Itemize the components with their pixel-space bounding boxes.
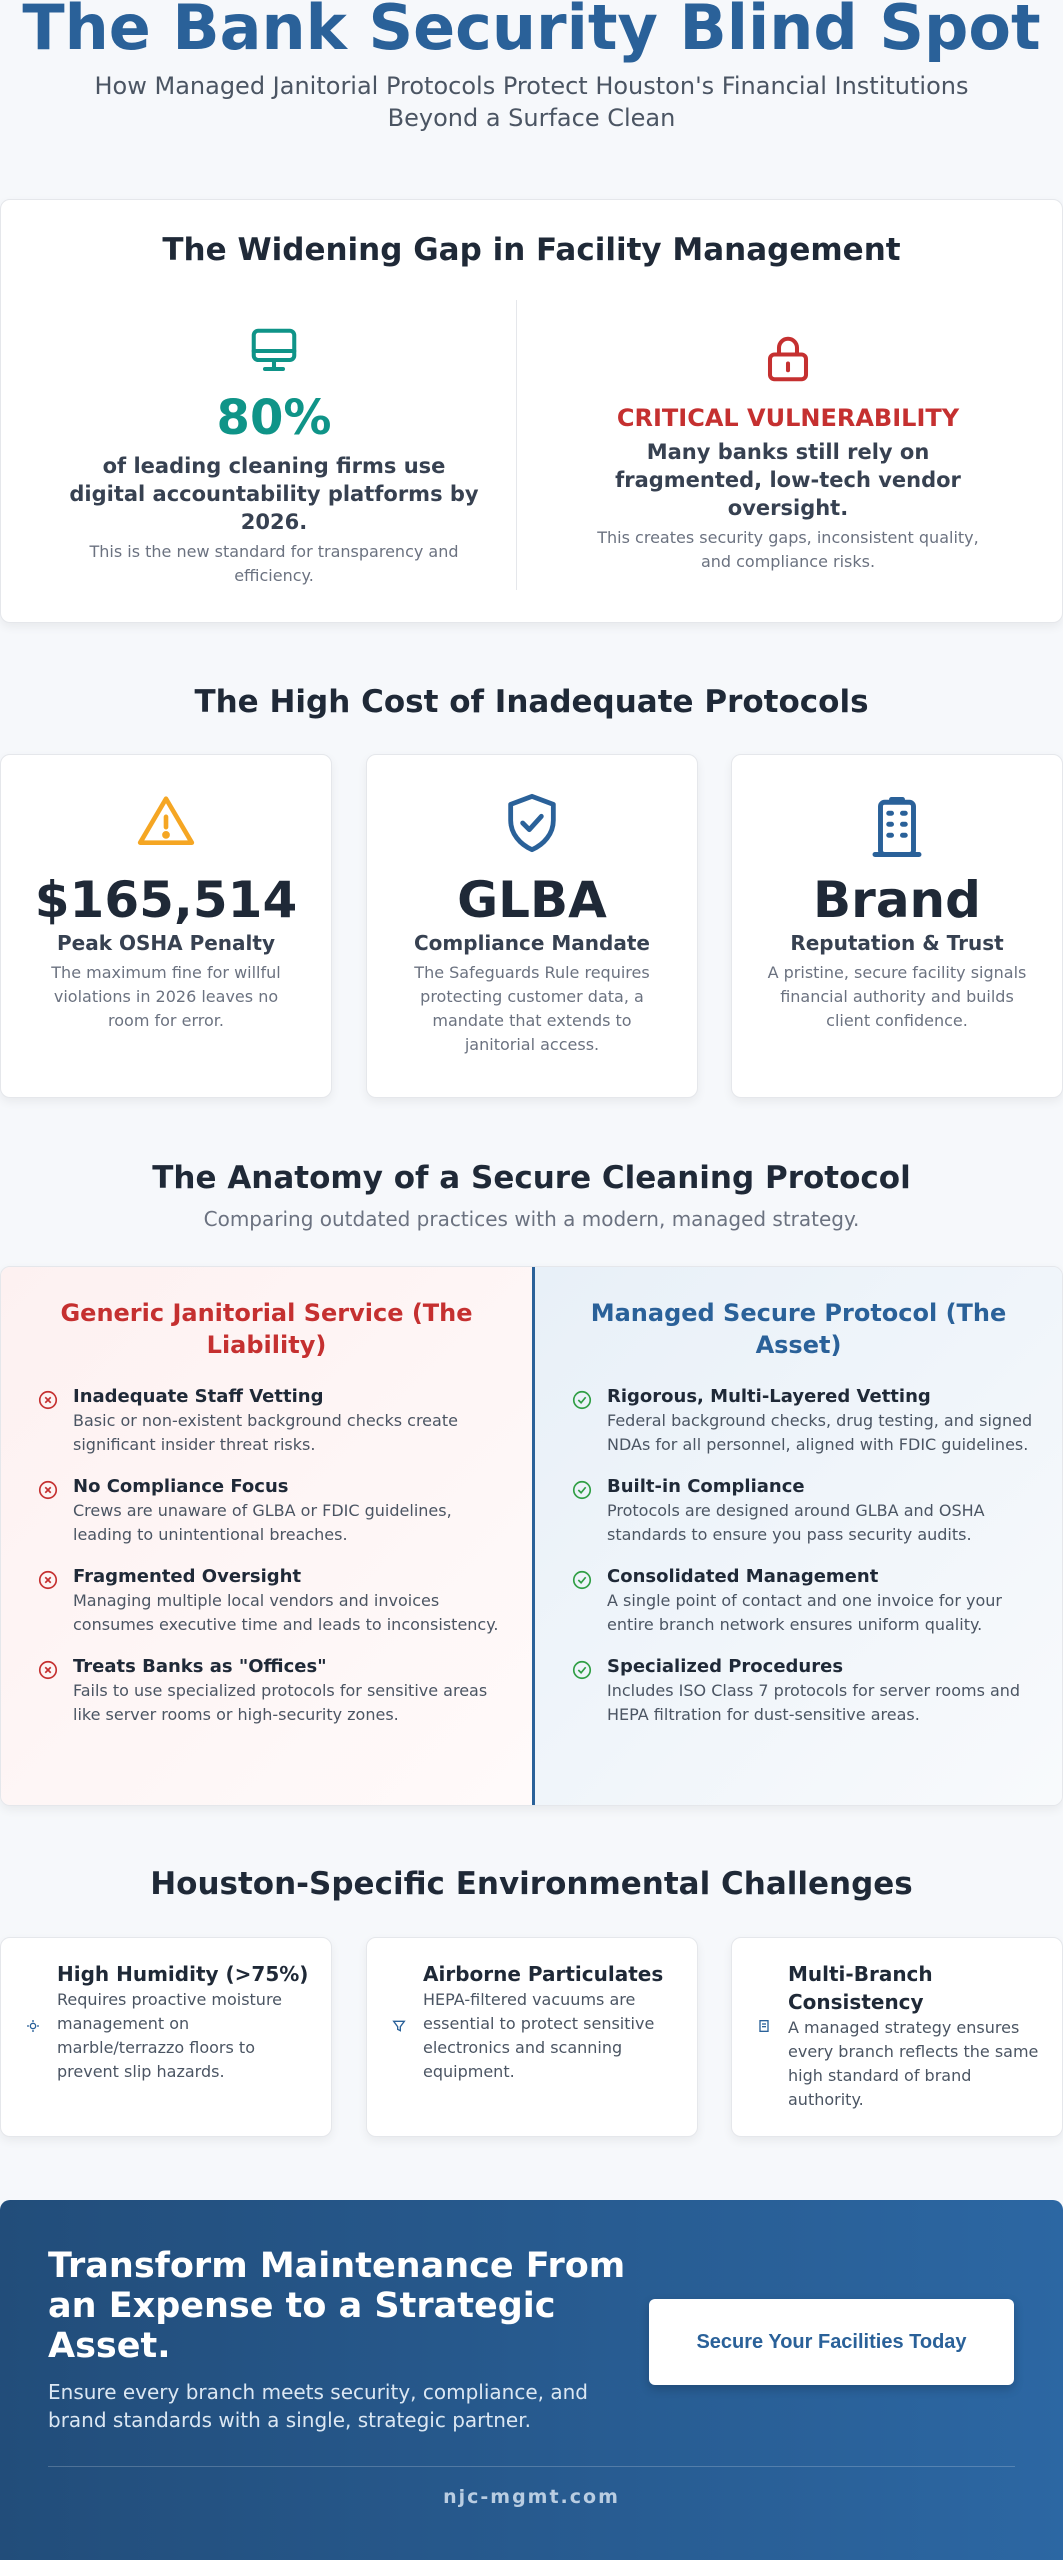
managed-list xyxy=(535,1385,1062,1727)
branch-icon xyxy=(756,2018,772,2034)
list-item xyxy=(571,1565,1047,1637)
page-title: The Bank Security Blind Spot xyxy=(22,0,1041,64)
managed-protocol-column xyxy=(535,1267,1062,1805)
list-item xyxy=(571,1655,1047,1727)
gap-stat-value: 80% xyxy=(216,390,332,446)
item-desc: Federal background checks, drug testing, and signed NDAs for all personnel, aligned with FDIC guidelines. xyxy=(607,1411,1033,1454)
anatomy-section-title: The Anatomy of a Secure Cleaning Protocol xyxy=(152,1160,911,1196)
filter-icon xyxy=(391,2018,407,2034)
vulnerability-note: This creates security gaps, inconsistent quality, and compliance risks. xyxy=(597,528,979,571)
houston-card-desc: HEPA-filtered vacuums are essential to protect sensitive electronics and scanning equipment. xyxy=(423,1990,655,2081)
page-subtitle: How Managed Janitorial Protocols Protect Houston's Financial Institutions Beyond a Surface Clean xyxy=(94,72,969,132)
shield-check-icon xyxy=(367,791,697,861)
item-title: Rigorous, Multi-Layered Vetting xyxy=(607,1386,931,1407)
houston-card-body xyxy=(57,1960,313,2084)
houston-card-particulates xyxy=(366,1937,698,2137)
secure-facilities-button[interactable]: Secure Your Facilities Today xyxy=(649,2299,1014,2385)
item-title: Specialized Procedures xyxy=(607,1656,844,1677)
houston-card-humidity xyxy=(0,1937,332,2137)
generic-list xyxy=(1,1385,532,1727)
x-circle-icon xyxy=(37,1389,59,1411)
item-desc: Protocols are designed around GLBA and OSHA standards to ensure you pass security audits. xyxy=(607,1501,985,1544)
list-item xyxy=(37,1475,513,1547)
cost-label: Peak OSHA Penalty xyxy=(57,931,275,955)
managed-heading: Managed Secure Protocol (The Asset) xyxy=(590,1299,1007,1359)
website-link[interactable]: njc-mgmt.com xyxy=(443,2486,620,2508)
item-desc: Fails to use specialized protocols for sensitive areas like server rooms or high-security zones. xyxy=(73,1681,488,1724)
item-title: Fragmented Oversight xyxy=(73,1566,302,1587)
divider xyxy=(48,2466,1015,2467)
generic-heading: Generic Janitorial Service (The Liability) xyxy=(60,1299,473,1359)
list-item xyxy=(37,1655,513,1727)
item-desc: Includes ISO Class 7 protocols for server rooms and HEPA filtration for dust-sensitive areas. xyxy=(607,1681,1021,1724)
item-desc: Basic or non-existent background checks create significant insider threat risks. xyxy=(73,1411,458,1454)
cost-desc: The maximum fine for willful violations in 2026 leaves no room for error. xyxy=(51,963,281,1030)
check-circle-icon xyxy=(571,1389,593,1411)
list-item xyxy=(571,1475,1047,1547)
gap-stat-column xyxy=(39,300,509,588)
vulnerability-heading: CRITICAL VULNERABILITY xyxy=(616,404,960,432)
building-icon xyxy=(732,791,1062,861)
lock-icon xyxy=(553,332,1023,394)
cost-card-brand xyxy=(731,754,1063,1098)
item-title: Inadequate Staff Vetting xyxy=(73,1386,324,1407)
humidity-icon xyxy=(25,2018,41,2034)
divider xyxy=(516,300,517,590)
list-item xyxy=(37,1385,513,1457)
cost-card-glba xyxy=(366,754,698,1098)
cost-card-osha xyxy=(0,754,332,1098)
check-circle-icon xyxy=(571,1479,593,1501)
monitor-icon xyxy=(39,324,509,386)
item-desc: A single point of contact and one invoice for your entire branch network ensures uniform quality. xyxy=(607,1591,1002,1634)
houston-card-body xyxy=(788,1960,1044,2112)
cost-desc: A pristine, secure facility signals financial authority and builds client confidence. xyxy=(767,963,1027,1030)
cost-desc: The Safeguards Rule requires protecting customer data, a mandate that extends to janitorial access. xyxy=(414,963,650,1054)
item-title: No Compliance Focus xyxy=(73,1476,289,1497)
gap-vulnerability-column xyxy=(553,300,1023,574)
houston-card-consistency xyxy=(731,1937,1063,2137)
gap-stat-note: This is the new standard for transparency and efficiency. xyxy=(89,542,459,585)
anatomy-section-subtitle: Comparing outdated practices with a modern, managed strategy. xyxy=(203,1207,860,1231)
x-circle-icon xyxy=(37,1659,59,1681)
item-desc: Crews are unaware of GLBA or FDIC guidelines, leading to unintentional breaches. xyxy=(73,1501,452,1544)
cost-value: $165,514 xyxy=(34,871,298,929)
hero xyxy=(0,0,1063,134)
houston-card-title: Airborne Particulates xyxy=(423,1962,664,1986)
houston-card-title: High Humidity (>75%) xyxy=(57,1962,309,1986)
list-item xyxy=(37,1565,513,1637)
item-title: Consolidated Management xyxy=(607,1566,879,1587)
cost-section-title: The High Cost of Inadequate Protocols xyxy=(194,684,869,720)
item-desc: Managing multiple local vendors and invoices consumes executive time and leads to inconsistency. xyxy=(73,1591,499,1634)
cost-value: Brand xyxy=(813,871,981,929)
gap-title: The Widening Gap in Facility Management xyxy=(162,232,901,268)
houston-card-desc: A managed strategy ensures every branch reflects the same high standard of brand authority. xyxy=(788,2018,1039,2109)
cta-subtitle: Ensure every branch meets security, compliance, and brand standards with a single, strategic partner. xyxy=(48,2380,588,2432)
x-circle-icon xyxy=(37,1479,59,1501)
item-title: Treats Banks as "Offices" xyxy=(73,1656,327,1677)
generic-service-column xyxy=(1,1267,532,1805)
gap-stat-desc: of leading cleaning firms use digital accountability platforms by 2026. xyxy=(69,454,479,534)
gap-card xyxy=(0,199,1063,623)
houston-card-body xyxy=(423,1960,679,2084)
cta-banner xyxy=(0,2200,1063,2560)
warning-icon xyxy=(1,791,331,861)
cost-value: GLBA xyxy=(457,871,607,929)
item-title: Built-in Compliance xyxy=(607,1476,805,1497)
list-item xyxy=(571,1385,1047,1457)
cost-label: Reputation & Trust xyxy=(790,931,1004,955)
cta-title: Transform Maintenance From an Expense to a Strategic Asset. xyxy=(48,2246,626,2366)
houston-card-desc: Requires proactive moisture management on marble/terrazzo floors to prevent slip hazards. xyxy=(57,1990,283,2081)
houston-section-title: Houston-Specific Environmental Challenges xyxy=(150,1866,913,1902)
x-circle-icon xyxy=(37,1569,59,1591)
vulnerability-desc: Many banks still rely on fragmented, low-tech vendor oversight. xyxy=(615,440,961,520)
check-circle-icon xyxy=(571,1659,593,1681)
cost-label: Compliance Mandate xyxy=(414,931,650,955)
comparison-panel xyxy=(0,1266,1063,1806)
check-circle-icon xyxy=(571,1569,593,1591)
houston-card-title: Multi-Branch Consistency xyxy=(788,1962,933,2014)
